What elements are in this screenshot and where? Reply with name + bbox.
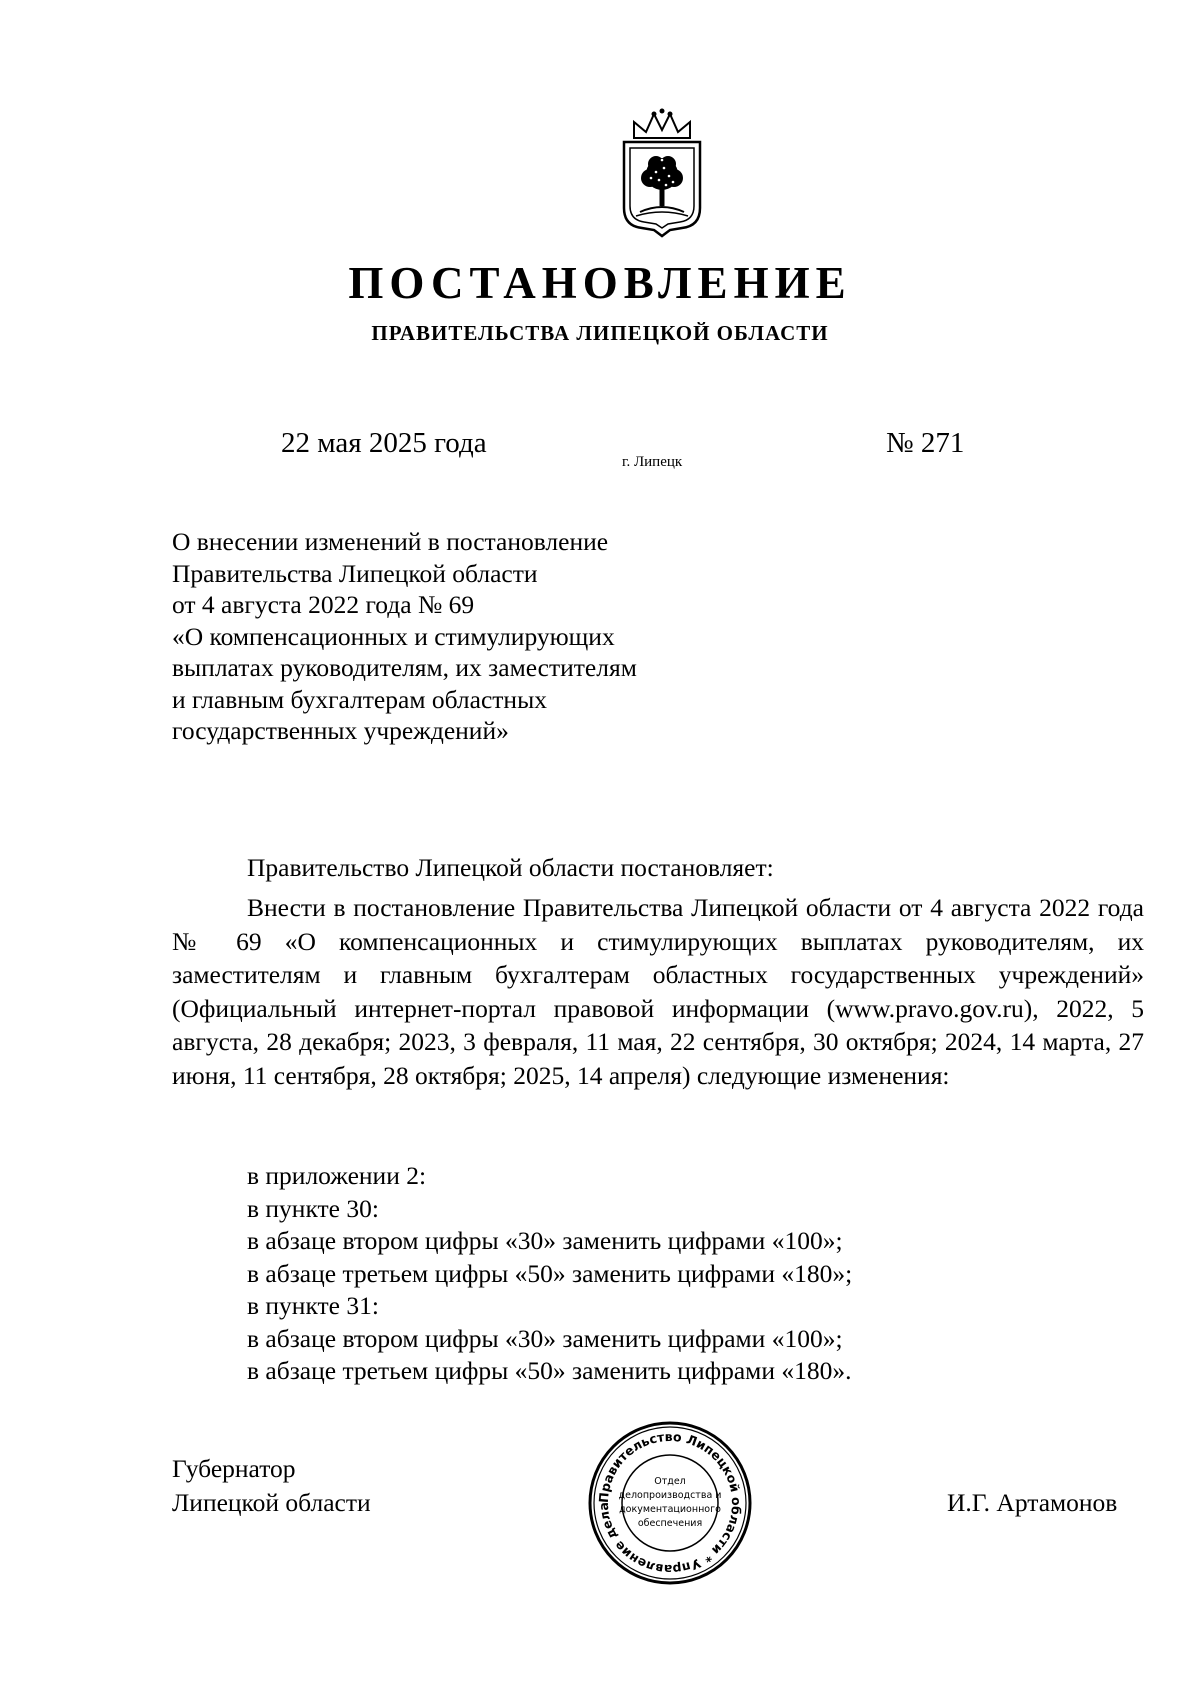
subject-line: государственных учреждений» bbox=[172, 716, 509, 745]
changes-list bbox=[247, 1160, 852, 1388]
signatory-position-line: Липецкой области bbox=[172, 1488, 371, 1517]
list-item: в абзаце втором цифры «30» заменить цифрами «100»; bbox=[247, 1226, 843, 1255]
document-subtitle: ПРАВИТЕЛЬСТВА ЛИПЕЦКОЙ ОБЛАСТИ bbox=[371, 321, 829, 345]
seal-inner-line: документационного bbox=[619, 1504, 721, 1515]
list-item: в пункте 30: bbox=[247, 1193, 379, 1223]
subject-line: от 4 августа 2022 года № 69 bbox=[172, 590, 475, 619]
signatory-name: И.Г. Артамонов bbox=[947, 1488, 1118, 1517]
document-city: г. Липецк bbox=[622, 454, 683, 470]
round-seal-icon bbox=[585, 1418, 755, 1588]
subject-line: и главным бухгалтерам областных bbox=[172, 684, 547, 714]
subject-line: выплатах руководителям, их заместителям bbox=[172, 653, 637, 682]
document-subject bbox=[172, 526, 732, 747]
subject-line: «О компенсационных и стимулирующих bbox=[172, 621, 615, 651]
resolution-body: Внести в постановление Правительства Липецкой области от 4 августа 2022 года № 69 «О компенсационных и стимулирующих выплатах руководителям, их заместителям и главным бухгалтерам областных государственных учреждений» (Официальный интернет-портал правовой информации (www.pravo.gov.ru), 2022, 5 августа, 28 декабря; 2023, 3 февраля, 11 мая, 22 сентября, 30 октября; 2024, 14 марта, 27 июня, 11 сентября, 28 октября; 2025, 14 апреля) следующие изменения: bbox=[172, 893, 1144, 1090]
list-item: в абзаце втором цифры «30» заменить цифрами «100»; bbox=[247, 1323, 843, 1353]
list-item: в абзаце третьем цифры «50» заменить цифрами «180»; bbox=[247, 1258, 853, 1288]
document-date: 22 мая 2025 года bbox=[281, 427, 487, 459]
list-item: в приложении 2: bbox=[247, 1161, 427, 1190]
list-item: в абзаце третьем цифры «50» заменить цифрами «180». bbox=[247, 1356, 852, 1385]
subject-line: О внесении изменений в постановление bbox=[172, 527, 609, 556]
seal-inner-line: делопроизводства и bbox=[618, 1490, 722, 1501]
signatory-position bbox=[172, 1452, 371, 1520]
lipetsk-coat-of-arms-icon bbox=[612, 108, 712, 238]
signatory-position-line: Губернатор bbox=[172, 1454, 296, 1483]
seal-ring-text: Правительство Липецкой области * Управление дела bbox=[595, 1428, 745, 1578]
document-title: ПОСТАНОВЛЕНИЕ bbox=[348, 258, 852, 308]
seal-inner-line: обеспечения bbox=[637, 1518, 703, 1529]
subject-line: Правительства Липецкой области bbox=[172, 558, 538, 588]
seal-inner-line: Отдел bbox=[654, 1476, 686, 1487]
list-item: в пункте 31: bbox=[247, 1291, 379, 1320]
resolution-intro: Правительство Липецкой области постановляет: bbox=[247, 853, 774, 882]
document-number: № 271 bbox=[886, 427, 965, 459]
